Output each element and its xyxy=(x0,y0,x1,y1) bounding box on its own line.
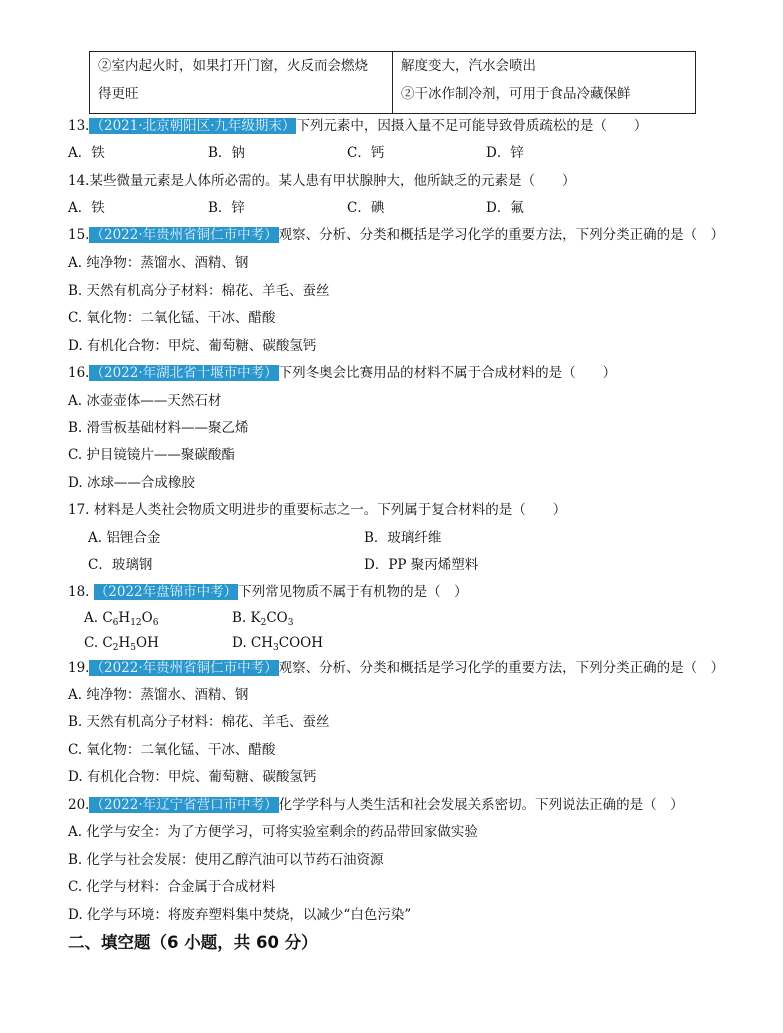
option-c: C．钙 xyxy=(347,145,385,161)
question-text: 下列元素中，因摄入量不足可能导致骨质疏松的是（ ） xyxy=(296,118,648,134)
option-d: D. 化学与环境：将废弃塑料集中焚烧，以减少“白色污染” xyxy=(68,907,412,923)
question-text: 某些微量元素是人体所必需的。某人患有甲状腺肿大，他所缺乏的元素是（ ） xyxy=(89,173,576,189)
question-17-stem xyxy=(68,501,566,519)
source-tag: （2022·年贵州省铜仁市中考） xyxy=(90,660,278,676)
option-c: C．碘 xyxy=(347,200,385,216)
option-b: B. 天然有机高分子材料：棉花、羊毛、蚕丝 xyxy=(68,714,330,730)
option-c: C. 化学与材料：合金属于合成材料 xyxy=(68,879,276,895)
question-text: 材料是人类社会物质文明进步的重要标志之一。下列属于复合材料的是（ ） xyxy=(93,502,567,518)
question-text: 观察、分析、分类和概括是学习化学的重要方法，下列分类正确的是（ ） xyxy=(278,660,725,676)
question-number: 20. xyxy=(68,797,90,813)
source-tag: （2022年盘锦市中考） xyxy=(94,584,238,600)
question-14-stem xyxy=(68,172,575,190)
option-a: A. 纯净物：蒸馏水、酒精、钢 xyxy=(68,255,249,271)
question-13-stem xyxy=(68,117,647,135)
question-number: 14. xyxy=(68,173,90,189)
table-left-line-2: 得更旺 xyxy=(98,86,139,102)
option-a: A．铁 xyxy=(68,145,105,161)
option-c: C. 氧化物：二氧化锰、干冰、醋酸 xyxy=(68,310,276,326)
option-b: B. 化学与社会发展：使用乙醇汽油可以节药石油资源 xyxy=(68,852,384,868)
question-18-stem xyxy=(68,583,468,601)
option-a: A. 化学与安全：为了方便学习，可将实验室剩余的药品带回家做实验 xyxy=(68,824,478,840)
option-c: C. 氧化物：二氧化锰、干冰、醋酸 xyxy=(68,742,276,758)
option-d: D. 有机化合物：甲烷、葡萄糖、碳酸氢钙 xyxy=(68,769,317,785)
option-b: B. $K_2CO_3$ xyxy=(232,610,294,628)
option-d: D. $CH_3COOH$ xyxy=(232,635,324,653)
option-b: B．锌 xyxy=(208,200,245,216)
option-c: C. $C_2H_5OH$ xyxy=(84,635,159,653)
source-tag: （2022·年辽宁省营口市中考） xyxy=(90,797,278,813)
option-a: A. 冰壶壶体——天然石材 xyxy=(68,393,222,409)
answer-table xyxy=(89,51,696,114)
option-a: A. $C_6H_{12}O_6$ xyxy=(84,610,159,628)
option-b: B．玻璃纤维 xyxy=(364,530,442,546)
option-d: D. 有机化合物：甲烷、葡萄糖、碳酸氢钙 xyxy=(68,338,317,354)
table-right-line-1: 解度变大，汽水会喷出 xyxy=(401,58,536,74)
question-number: 19. xyxy=(68,660,90,676)
question-number: 13. xyxy=(68,118,90,134)
option-b: B. 滑雪板基础材料——聚乙烯 xyxy=(68,420,249,436)
option-a: A．铁 xyxy=(68,200,105,216)
question-number: 17. xyxy=(68,502,90,518)
question-text: 观察、分析、分类和概括是学习化学的重要方法，下列分类正确的是（ ） xyxy=(278,227,725,243)
option-d: D．PP 聚丙烯塑料 xyxy=(364,557,479,573)
source-tag: （2022·年贵州省铜仁市中考） xyxy=(90,227,278,243)
source-tag: （2022·年湖北省十堰市中考） xyxy=(90,365,278,381)
question-15-stem xyxy=(68,226,724,244)
question-text: 化学学科与人类生活和社会发展关系密切。下列说法正确的是（ ） xyxy=(278,797,684,813)
question-16-stem xyxy=(68,364,616,382)
option-a: A. 铝锂合金 xyxy=(88,530,161,546)
option-d: D．氟 xyxy=(486,200,524,216)
table-cell-left xyxy=(90,52,393,113)
option-c: C. 护目镜镜片——聚碳酸酯 xyxy=(68,447,235,463)
section-heading: 二、填空题（6 小题，共 60 分） xyxy=(68,933,318,952)
question-text: 下列常见物质不属于有机物的是（ ） xyxy=(238,584,468,600)
question-text: 下列冬奥会比赛用品的材料不属于合成材料的是（ ） xyxy=(278,365,617,381)
option-b: B. 天然有机高分子材料：棉花、羊毛、蚕丝 xyxy=(68,283,330,299)
option-b: B．钠 xyxy=(208,145,245,161)
table-right-line-2: ②干冰作制冷剂，可用于食品冷藏保鲜 xyxy=(401,86,631,102)
source-tag: （2021·北京朝阳区·九年级期末） xyxy=(90,118,296,134)
question-number: 15. xyxy=(68,227,90,243)
question-number: 18. xyxy=(68,584,90,600)
option-d: D. 冰球——合成橡胶 xyxy=(68,475,195,491)
question-number: 16. xyxy=(68,365,90,381)
option-c: C．玻璃钢 xyxy=(88,557,153,573)
table-left-line-1: ②室内起火时，如果打开门窗，火反而会燃烧 xyxy=(98,58,368,74)
question-20-stem xyxy=(68,796,684,814)
question-19-stem xyxy=(68,659,724,677)
option-d: D．锌 xyxy=(486,145,524,161)
table-cell-right xyxy=(393,52,695,113)
option-a: A. 纯净物：蒸馏水、酒精、钢 xyxy=(68,687,249,703)
